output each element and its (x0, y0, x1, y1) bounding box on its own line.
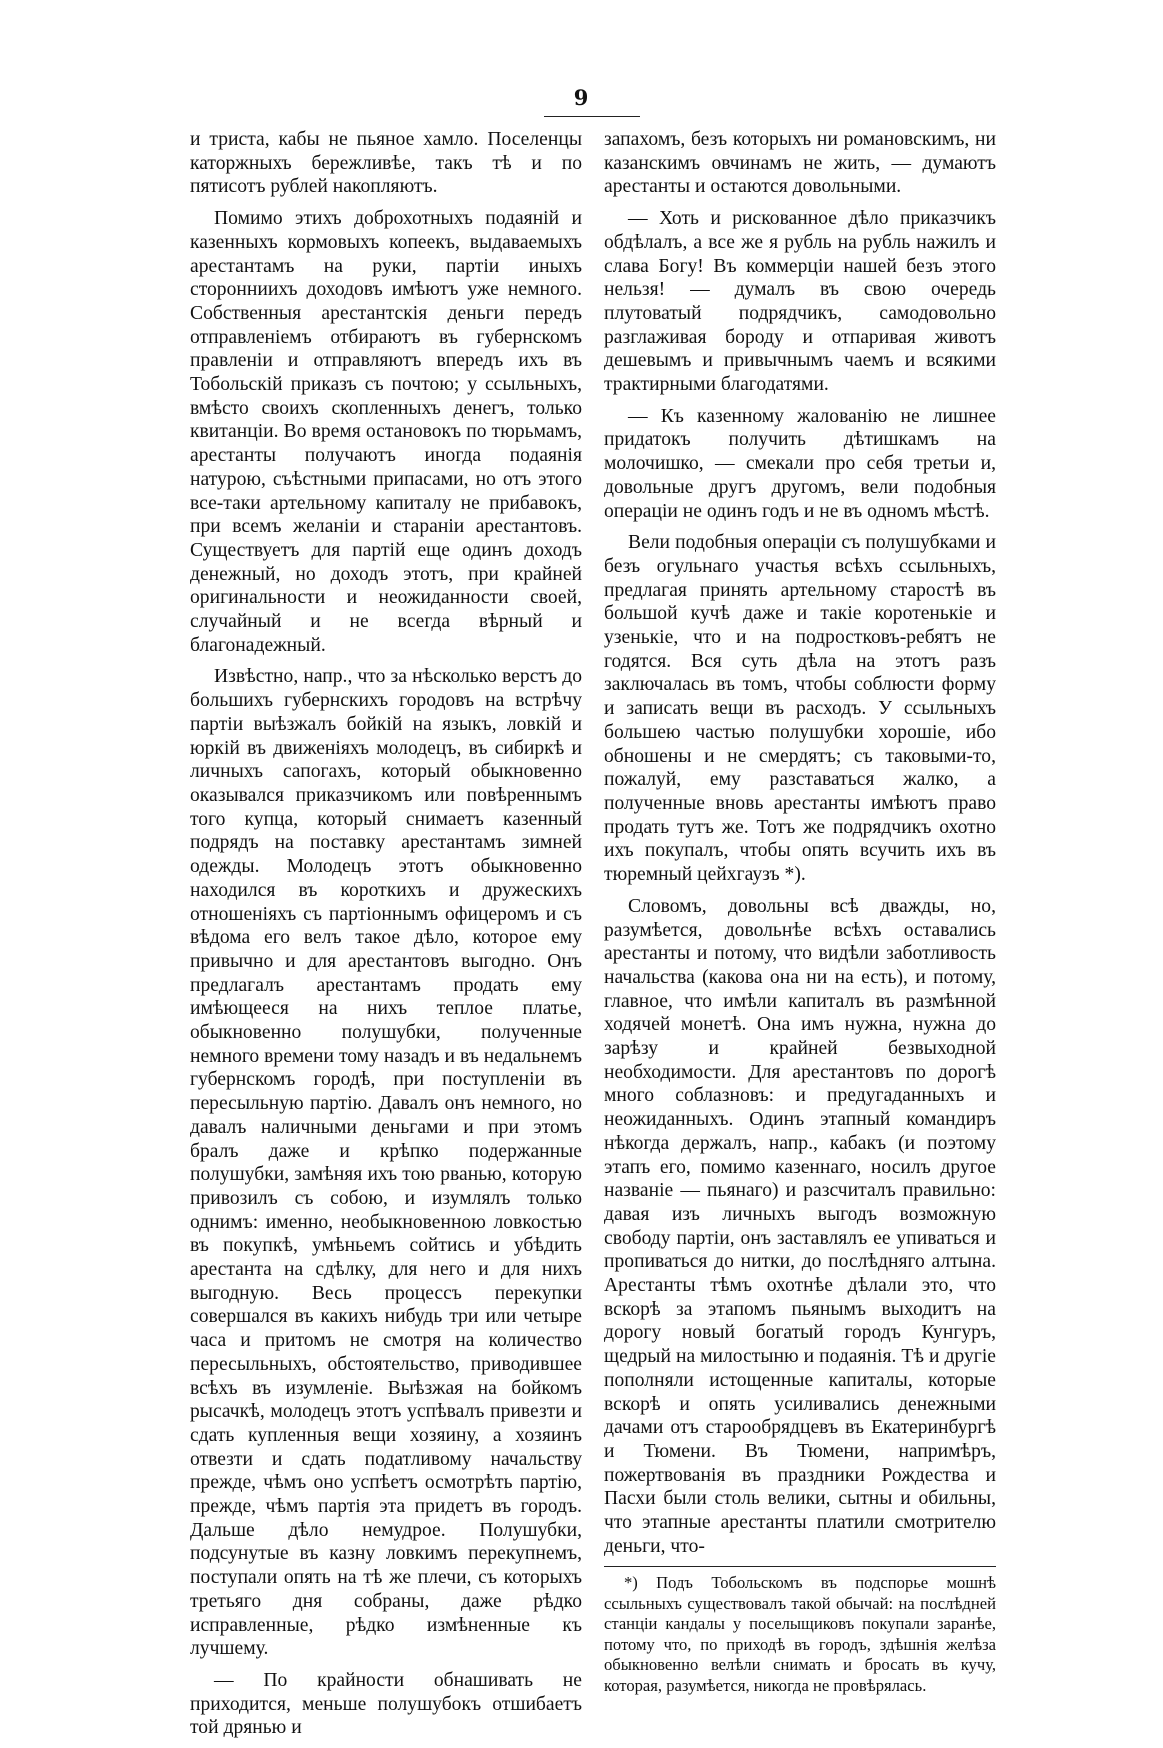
right-paragraph-4: Вели подобныя операціи съ полушубками и безъ огульнаго участья всѣхъ ссыльныхъ, предлагая принять артельному старостѣ въ большой кучѣ даже и такіе коротенькіе и узенькіе, что и на подростковъ-ребятъ не годятся. Вся суть дѣла на этотъ разъ заключалась въ томъ, чтобы соблюсти форму и записать вещи въ расходъ. У ссыльныхъ большею частью полушубки хорошіе, ибо обношены и не смердятъ; съ таковыми-то, пожалуй, ему разставаться жалко, а полученные вновь арестанты имѣютъ право продать тутъ же. Тотъ же подрядчикъ охотно ихъ покупалъ, чтобы опять всучить ихъ въ тюремный цейхгаузъ *). (604, 532, 996, 886)
right-paragraph-2: — Хоть и рискованное дѣло приказчикъ обдѣлалъ, а все же я рубль на рубль нажилъ и слава Богу! Въ коммерціи нашей безъ этого нельзя! — думалъ въ свою очередь плутоватый подрядчикъ, самодовольно разглаживая бороду и отпаривая животъ дешевымъ и привычнымъ чаемъ и всякими трактирными благодатями. (604, 208, 996, 396)
footnote-rule (604, 1566, 996, 1567)
page-number: 9 (573, 85, 590, 110)
right-paragraph-3: — Къ казенному жалованію не лишнее придатокъ получить дѣтишкамъ на молочишко, — смекали про себя третьи и, довольные другъ другомъ, вели подобныя операціи не одинъ годъ и не въ одномъ мѣстѣ. (604, 405, 996, 522)
left-paragraph-2: Помимо этихъ доброхотныхъ подаяній и казенныхъ кормовыхъ копеекъ, выдаваемыхъ арестантамъ на руки, партіи иныхъ сторонниихъ доходовъ имѣютъ уже немного. Собственныя арестантскія деньги передъ отправленіемъ отбираютъ въ губернскомъ правленіи и отправляютъ впередъ ихъ въ Тобольскій приказъ съ почтою; у ссыльныхъ, вмѣсто своихъ скопленныхъ денегъ, только квитанціи. Во время остановокъ по тюрьмамъ, арестанты получаютъ иногда подаянія натурою, съѣстными припасами, но отъ этого все-таки артельному капиталу не прибавокъ, при всемъ желаніи и стараніи арестантовъ. Существуетъ для партій еще одинъ доходъ денежный, но доходъ этотъ, при крайней оригинальности и неожиданности своей, случайный и не всегда вѣрный и благонадежный. (190, 208, 582, 656)
left-column (190, 128, 582, 1748)
right-column (604, 128, 996, 1696)
footnote: *) Подъ Тобольскомъ въ подспорье мошнѣ ссыльныхъ существовалъ такой обычай: на послѣдней станціи кандалы у поселыщиковъ покупали заранѣе, потому что, по приходѣ въ городъ, здѣшнія желѣза обыкновенно велѣли снимать и бросать въ кучу, которая, разумѣется, никогда не провѣрялась. (604, 1573, 996, 1695)
right-paragraph-5: Словомъ, довольны всѣ дважды, но, разумѣется, довольнѣе всѣхъ оставались арестанты и потому, что видѣли заботливость начальства (какова она ни на есть), и потому, главное, что имѣли капиталъ въ размѣнной ходячей монетѣ. Она имъ нужна, нужна до зарѣзу и крайней безвыходной необходимости. Для арестантовъ по дорогѣ много соблазновъ: и предугаданныхъ и неожиданныхъ. Одинъ этапный командиръ нѣкогда держалъ, напр., кабакъ (и поэтому этапъ его, помимо казеннаго, носилъ другое названіе — пьянаго) и разсчиталъ правильно: давая изъ личныхъ выгодъ возможную свободу партіи, онъ заставлялъ ее упиваться и пропиваться до нитки, до послѣдняго алтына. Арестанты тѣмъ охотнѣе дѣлали это, что вскорѣ за этапомъ пьянымъ выходитъ на дорогу новый богатый городъ Кунгуръ, щедрый на милостыню и подаянія. Тѣ и другіе пополняли истощенные капиталы, которые вскорѣ и опять усиливались денежными дачами отъ старообрядцевъ въ Екатеринбургѣ и Тюмени. Въ Тюмени, напримѣръ, пожертвованія въ праздники Рождества и Пасхи были столь велики, сытны и обильны, что этапные арестанты платили смотрителю деньги, что- (604, 895, 996, 1557)
header-rule (544, 116, 640, 117)
left-paragraph-4: — По крайности обнашивать не приходится, меньше полушубокъ отшибаетъ той дрянью и (190, 1670, 582, 1739)
left-paragraph-3: Извѣстно, напр., что за нѣсколько верстъ до большихъ губернскихъ городовъ на встрѣчу партіи выѣзжалъ бойкій на языкъ, ловкій и юркій въ движеніяхъ молодецъ, въ сибиркѣ и личныхъ сапогахъ, который обыкновенно оказывался приказчикомъ или повѣреннымъ того купца, который снимаетъ казенный подрядъ на поставку арестантамъ зимней одежды. Молодецъ этотъ обыкновенно находился въ короткихъ и дружескихъ отношеніяхъ съ партіоннымъ офицеромъ и съ вѣдома его велъ такое дѣло, которое ему привычно и для арестантовъ выгодно. Онъ предлагалъ арестантамъ продать ему имѣющееся на нихъ теплое платье, обыкновенно полушубки, полученные немного времени тому назадъ и въ недальнемъ губернскомъ городѣ, при поступленіи въ пересыльную партію. Давалъ онъ немного, но давалъ наличными деньгами и при этомъ бралъ даже и крѣпко подержанные полушубки, замѣняя ихъ тою рванью, которую привозилъ съ собою, и изумлялъ только однимъ: именно, необыкновенною ловкостью въ покупкѣ, умѣньемъ сойтись и убѣдить арестанта на сдѣлку, для него и для нихъ выгодную. Весь процессъ перекупки совершался въ какихъ нибудь три или четыре часа и притомъ не смотря на количество пересыльныхъ, обстоятельство, приводившее всѣхъ въ изумленіе. Выѣзжая на бойкомъ рысачкѣ, молодецъ этотъ успѣвалъ привезти и сдать купленныя вещи хозяину, а хозяинъ отвезти и сдать податливому начальству прежде, чѣмъ оно успѣетъ осмотрѣть партію, прежде, чѣмъ партія эта придетъ въ городъ. Дальше дѣло немудрое. Полушубки, подсунутые въ казну ловкимъ перекупнемъ, поступали опять на тѣ же плечи, съ которыхъ третьяго дня собраны, даже рѣдко исправленные, рѣдко измѣненные къ лучшему. (190, 666, 582, 1660)
right-paragraph-1: запахомъ, безъ которыхъ ни романовскимъ, ни казанскимъ овчинамъ не жить, — думаютъ арестанты и остаются довольными. (604, 129, 996, 198)
left-paragraph-1: и триста, кабы не пьяное хамло. Поселенцы каторжныхъ бережливѣе, такъ тѣ и по пятисотъ рублей накопляютъ. (190, 129, 582, 198)
